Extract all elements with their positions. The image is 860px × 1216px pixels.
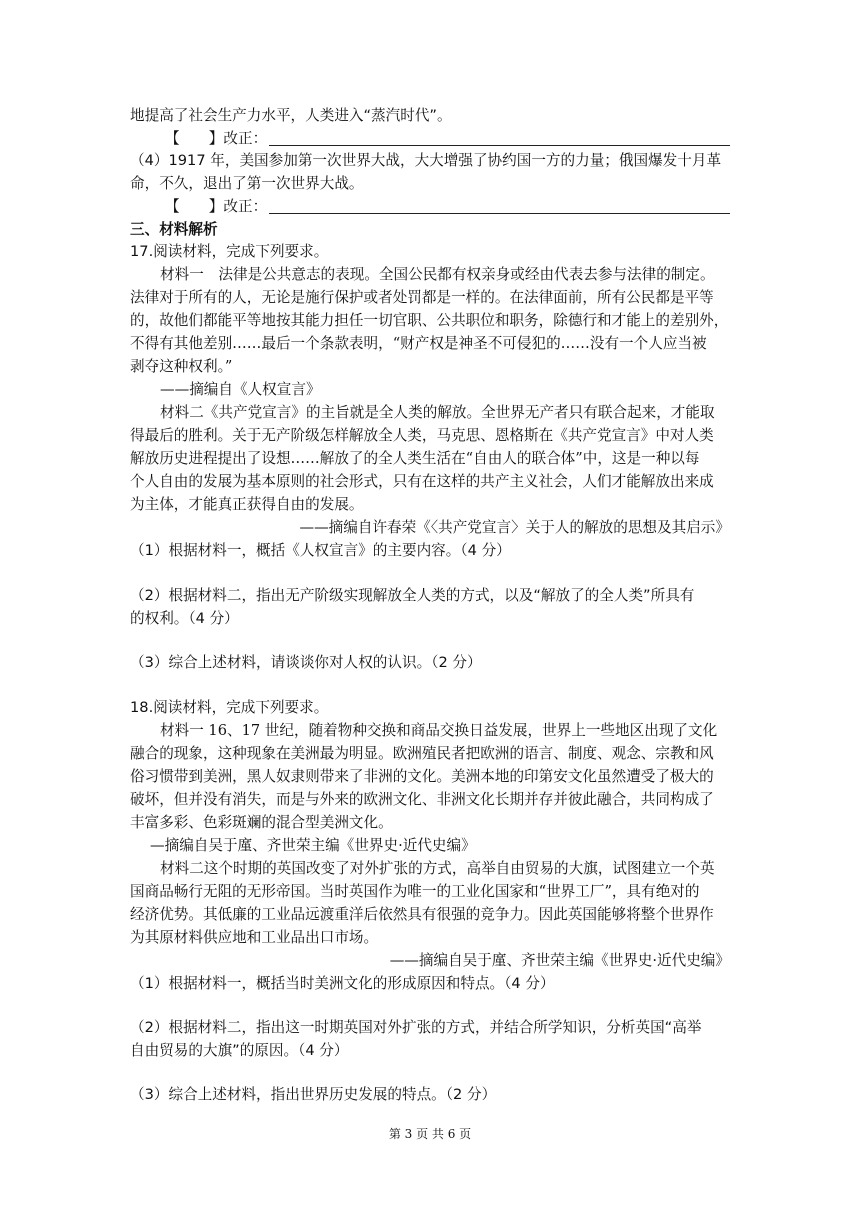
- correction-label: 【 】改正：: [165, 130, 268, 147]
- q17-subquestion-1: （1）根据材料一，概括《人权宣言》的主要内容。（4 分）: [130, 542, 511, 559]
- q18-material1-source: —摘编自吴于廑、齐世荣主编《世界史·近代史编》: [150, 837, 476, 854]
- q18-material2-line: 经济优势。其低廉的工业品远渡重洋后依然具有很强的竞争力。因此英国能够将整个世界作: [130, 906, 714, 923]
- q16-continuation-line: 地提高了社会生产力水平，人类进入“蒸汽时代”。: [130, 107, 452, 124]
- q16-item4-line2: 命，不久，退出了第一次世界大战。: [130, 175, 364, 192]
- q18-material2-line: 材料二这个时期的英国改变了对外扩张的方式，高举自由贸易的大旗，试图建立一个英: [160, 860, 715, 877]
- answer-blank-line[interactable]: [269, 198, 730, 214]
- q17-material1-line: 法律对于所有的人，无论是施行保护或者处罚都是一样的。在法律面前，所有公民都是平等: [130, 289, 714, 306]
- q18-material1-line: 俗习惯带到美洲，黑人奴隶则带来了非洲的文化。美洲本地的印第安文化虽然遭受了极大的: [130, 768, 714, 785]
- q18-subquestion-1: （1）根据材料一，概括当时美洲文化的形成原因和特点。（4 分）: [130, 975, 555, 992]
- q18-subquestion-2-line2: 自由贸易的大旗”的原因。（4 分）: [130, 1042, 349, 1059]
- q17-subquestion-2-line1: （2）根据材料二，指出无产阶级实现解放全人类的方式，以及“解放了的全人类”所具有: [130, 587, 695, 604]
- q18-title: 18.阅读材料，完成下列要求。: [130, 699, 329, 716]
- q17-material2-line: 得最后的胜利。关于无产阶级怎样解放全人类，马克思、恩格斯在《共产党宣言》中对人类: [130, 427, 714, 444]
- page-number-footer: 第 3 页 共 6 页: [388, 1127, 472, 1141]
- answer-blank-line[interactable]: [269, 130, 730, 146]
- q18-material1-line: 丰富多彩、色彩斑斓的混合型美洲文化。: [130, 814, 393, 831]
- q17-material1-line: 的，故他们都能平等地按其能力担任一切官职、公共职位和职务，除德行和才能上的差别外，: [130, 312, 729, 329]
- q17-material2-source: ——摘编自许春荣《〈共产党宣言〉关于人的解放的思想及其启示》: [299, 519, 730, 536]
- q17-title: 17.阅读材料，完成下列要求。: [130, 243, 329, 260]
- q18-material1-line: 材料一 16、17 世纪，随着物种交换和商品交换日益发展，世界上一些地区出现了文化: [160, 722, 718, 739]
- q17-material1-line: 不得有其他差别……最后一个条款表明，“财产权是神圣不可侵犯的……没有一个人应当被: [130, 335, 707, 352]
- q17-material2-line: 解放历史进程提出了设想……解放了的全人类生活在“自由人的联合体”中，这是一种以每: [130, 450, 700, 467]
- q17-subquestion-2-line2: 的权利。（4 分）: [130, 610, 239, 627]
- q18-material1-line: 破坏，但并没有消失，而是与外来的欧洲文化、非洲文化长期并存并彼此融合，共同构成了: [130, 791, 714, 808]
- q17-material2-line: 为主体，才能真正获得自由的发展。: [130, 496, 364, 513]
- correction-label: 【 】改正：: [165, 198, 268, 215]
- q18-material2-line: 为其原材料供应地和工业品出口市场。: [130, 929, 379, 946]
- q17-material1-source: ——摘编自《人权宣言》: [160, 381, 321, 398]
- q17-material1-line: 材料一 法律是公共意志的表现。全国公民都有权亲身或经由代表去参与法律的制定。: [160, 266, 715, 283]
- q18-material1-line: 融合的现象，这种现象在美洲最为明显。欧洲殖民者把欧洲的语言、制度、观念、宗教和风: [130, 745, 714, 762]
- q17-subquestion-3: （3）综合上述材料，请谈谈你对人权的认识。（2 分）: [130, 654, 482, 671]
- section-heading: 三、材料解析: [130, 221, 218, 238]
- q18-subquestion-3: （3）综合上述材料，指出世界历史发展的特点。（2 分）: [130, 1086, 497, 1103]
- q18-material2-line: 国商品畅行无阻的无形帝国。当时英国作为唯一的工业化国家和“世界工厂”，具有绝对的: [130, 883, 700, 900]
- q18-subquestion-2-line1: （2）根据材料二，指出这一时期英国对外扩张的方式，并结合所学知识，分析英国“高举: [130, 1019, 702, 1036]
- q18-material2-source: ——摘编自吴于廑、齐世荣主编《世界史·近代史编》: [389, 952, 730, 969]
- q16-item4-line1: （4）1917 年，美国参加第一次世界大战，大大增强了协约国一方的力量；俄国爆发十月革: [130, 152, 722, 169]
- q17-material2-line: 材料二《共产党宣言》的主旨就是全人类的解放。全世界无产者只有联合起来，才能取: [160, 404, 715, 421]
- correction-row-2: [165, 196, 730, 218]
- correction-row-1: [165, 128, 730, 150]
- q17-material1-line: 剥夺这种权利。”: [130, 358, 233, 375]
- q17-material2-line: 个人自由的发展为基本原则的社会形式，只有在这样的共产主义社会，人们才能解放出来成: [130, 473, 714, 490]
